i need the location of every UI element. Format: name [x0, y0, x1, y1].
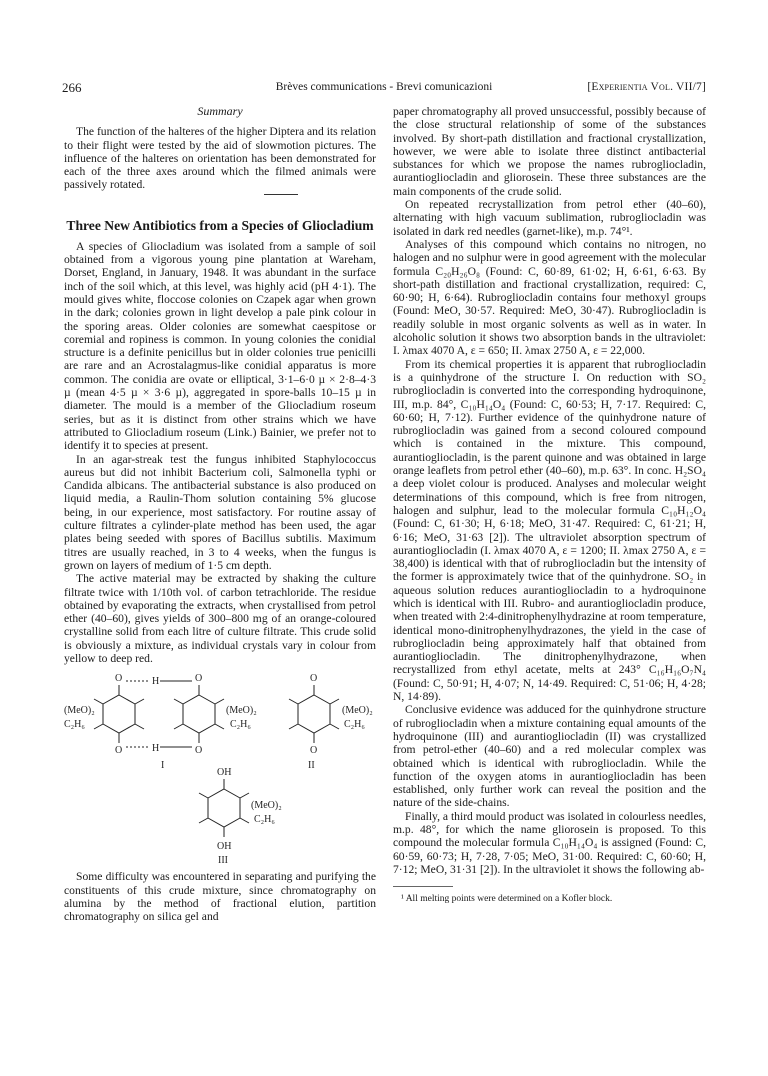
paragraph: On repeated recrystallization from petrol ether (40–60), alternating with high vacuum sublimation, rubrogliocladin was isolated in dark red needles (garnet-like), m.p. 74°¹.: [393, 198, 706, 238]
hydroxyl-label: OH: [217, 841, 232, 853]
oxygen-label: O: [195, 673, 203, 685]
oxygen-label: O: [310, 745, 318, 757]
methoxy-label: (MeO)₂: [64, 705, 95, 717]
oxygen-label: O: [115, 745, 123, 757]
ethyl-label: C₂H₆: [230, 719, 251, 731]
oxygen-label: O: [310, 673, 318, 685]
paragraph: Conclusive evidence was adduced for the quinhydrone structure of rubrogliocladin when a mixture containing equal amounts of the hydroquinone (III) and aurantiogliocladin (II) was crystallized from petrol-ether (40–60) and a red molecular complex was obtained which is identical with rubrogliocladin. While the function of the oxygen atoms in aurantiogliocladin has been established, only further work can reveal the position and the nature of the side-chains.: [393, 703, 706, 810]
ethyl-label: C₂H₆: [344, 719, 365, 731]
structure-label-III: III: [218, 855, 228, 867]
paragraph: In an agar-streak test the fungus inhibited Staphylococcus aureus but did not inhibit Bacterium coli, Salmonella typhi or Candida albicans. The antibacterial substance is also produced on liquid media, a Raulin-Thom solution containing 5% glucose being, in our experience, most satisfactory. For routine assay of culture filtrates a cylinder-plate method has been used, the agar plates being seeded with spores of Bacillus subtilis. Maximum titres are usually reached, in 3 to 4 weeks, when the fungus is grown on layers of medium of 1·5 cm depth.: [64, 452, 376, 572]
paragraph: Finally, a third mould product was isolated in colourless needles, m.p. 48°, for which the name gliorosein is proposed. To this compound the molecular formula C₁₀H₁₄O₄ is assigned (Found: C, 60·59, 60·73; H, 7·28, 7·05; MeO, 31·00. Required: C, 60·60; H, 7·12; MeO, 31·31 [2]). In the ultraviolet it shows the following ab-: [393, 809, 706, 876]
methoxy-label: (MeO)₂: [226, 705, 257, 717]
paragraph: Analyses of this compound which contains no nitrogen, no halogen and no sulphur were in good agreement with the molecular formula C₂₀H₂₆O₈ (Found: C, 60·89, 61·02; H, 6·61, 6·63. By short-path distillation and fractional crystallization, required: C, 60·90; H, 6·64). Rubrogliocladin contains four methoxyl groups (Found: MeO, 30·57. Required: MeO, 30·47). Rubrogliocladin is readily soluble in most organic solvents as well as in water. In alcoholic solution it shows two absorption bands in the ultraviolet: I. λmax 4070 A, ε = 650; II. λmax 2750 A, ε = 22,000.: [393, 237, 706, 358]
running-title: Brèves communications - Brevi comunicazioni: [275, 81, 493, 93]
paragraph: From its chemical properties it is apparent that rubrogliocladin is a quinhydrone of the structure I. On reduction with SO₂ rubrogliocladin is converted into the corresponding hydroquinone, III, m.p. 84°, C₁₀H₁₄O₄ (Found: C, 60·53; H, 7·17. Required: C, 60·60; H, 7·12). Further evidence of the quinhydrone nature of rubrogliocladin was gained from a second coloured compound which is contained in the mixture. This compound, aurantiogliocladin, is the parent quinone and was obtained in large orange leaflets from petrol ether (40–60), m.p. 63°. In conc. H₂SO₄ a deep violet colour is produced. Analyses and molecular weight determinations of this compound, which is free from nitrogen, halogen and sulphur, lead to the molecular formula C₁₀H₁₂O₄ (Found: C, 61·30; H, 6·18; MeO, 31·47. Required: C, 61·21; H, 6·16; MeO, 31·63 [2]). The ultraviolet absorption spectrum of aurantiogliocladin (I. λmax 4070 A, ε = 1200; II. λmax 2750 A, ε = 38,400) is identical with that of rubrogliocladin but the intensity of the former is approximately twice that of the quinhydrone. SO₂ in aqueous solution reduces aurantiogliocladin to a hydroquinone which is identical with III. Rubro- and aurantiogliocladin produce, when treated with 2:4-dinitrophenylhydrazine at room temperature, identical mono-dinitrophenylhydrazones, the yield in the case of rubrogliocladin being approximately half that obtained from aurantiogliocladin. The dinitrophenylhydrazone, when recrystallized from ethyl acetate, melts at 243° C₁₆H₁₆O₇N₄ (Found: C, 50·91; H, 4·07; N, 14·49. Required: C, 51·06; H, 4·28; N, 14·89).: [393, 357, 706, 704]
paragraph: Some difficulty was encountered in separating and purifying the constituents of this crude mixture, since chromatography on alumina by the method of fractional elution, partition chromatography on silica gel and: [64, 870, 376, 924]
paragraph: The active material may be extracted by shaking the culture filtrate twice with 1/10th vol. of carbon tetrachloride. The residue obtained by evaporating the extracts, when crystallised from petrol ether (40–60), gives yields of 300–800 mg of an orange-coloured crystalline solid from each litre of culture filtrate. This crude solid is obviously a mixture, as individual crystals vary in colour from yellow to deep red.: [64, 572, 376, 665]
paragraph: paper chromatography all proved unsuccessful, possibly because of the close structural relationship of some of the substances involved. By short-path distillation and fractional crystallization, however, we were able to isolate three distinct antibacterial substances for which we propose the names rubrogliocladin, aurantiogliocladin and gliorosein. These three substances are the main components of the crude solid.: [393, 105, 706, 198]
left-column: [64, 105, 376, 923]
article-title: Three New Antibiotics from a Species of Gliocladium: [66, 217, 374, 233]
structure-label-II: II: [308, 760, 315, 772]
structure-label-I: I: [161, 760, 165, 772]
hydroxyl-label: OH: [217, 767, 232, 779]
section-divider: [264, 194, 298, 195]
footnote: ¹ All melting points were determined on a Kofler block.: [401, 894, 613, 905]
page-header: [62, 80, 706, 96]
right-column: [393, 105, 706, 907]
methoxy-label: (MeO)₂: [342, 705, 373, 717]
oxygen-label: O: [115, 673, 123, 685]
chemical-structures-figure: [64, 671, 376, 866]
journal-reference: [Experientia Vol. VII/7]: [587, 81, 706, 93]
hydrogen-label: H: [152, 743, 160, 755]
footnote-rule: [393, 886, 453, 887]
summary-text: The function of the halteres of the higher Diptera and its relation to their flight were tested by the aid of slowmotion pictures. The influence of the halteres on orientation has been demonstrated for each of the three axes around which the filmed animals were passively rotated.: [64, 125, 376, 192]
ethyl-label: C₂H₆: [64, 719, 85, 731]
ethyl-label: C₂H₆: [254, 814, 275, 826]
methoxy-label: (MeO)₂: [251, 800, 282, 812]
paragraph: A species of Gliocladium was isolated from a sample of soil obtained from a vigorous young pine plantation at Wareham, Dorset, England, in January, 1948. It was abundant in the surface inch of the soil which, at this level, was highly acid (pH 4·1). The mould gives white, floccose colonies on Czapek agar when grown in the dark; colonies grown in light develop a pale pink colour in the sporing areas. Older colonies are somewhat caespitose or coremial and ropiness is common. In young colonies the conidial structure is a definite penicillus but in older colonies true penicilli are rare and an Acrostalagmus-like conidial apparatus is more common. The conidia are ovate or elliptical, 3·1–6·0 µ × 2·8–4·3 µ (mean 4·5 µ × 3·6 µ), aggregated in spore-balls 10–15 µ in diameter. The mould is a member of the Gliocladium roseum series, but as it is distinct from other strains which we have attributed to Gliocladium roseum (Link.) Bainier, we prefer not to identify it to species at present.: [64, 239, 376, 453]
structures-diagram: [64, 671, 376, 866]
oxygen-label: O: [195, 745, 203, 757]
summary-heading: Summary: [197, 104, 243, 118]
page-number: 266: [62, 80, 82, 95]
hydrogen-label: H: [152, 676, 160, 688]
